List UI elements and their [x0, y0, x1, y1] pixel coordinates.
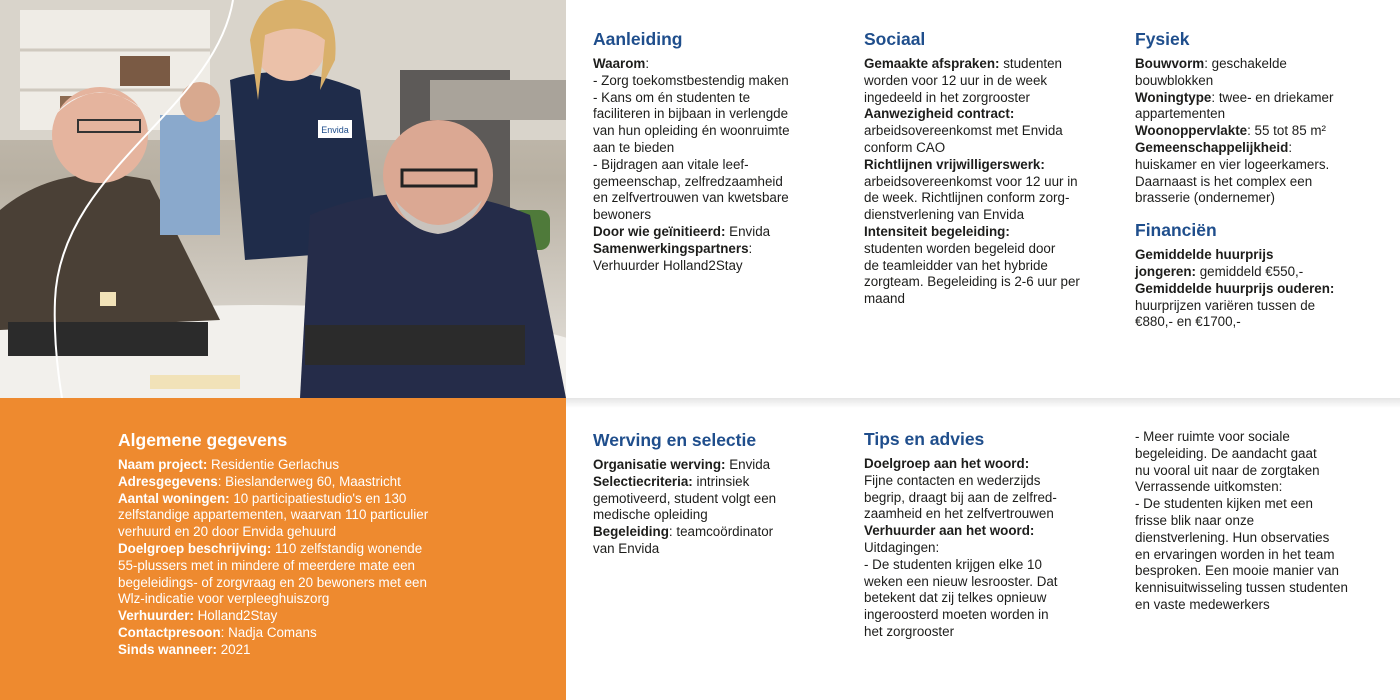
section-aanleiding [593, 28, 833, 274]
section-sociaal [864, 28, 1114, 308]
section-title: Tips en advies [864, 429, 985, 449]
info-paragraph: Doelgroep aan het woord: Fijne contacten en wederzijds begrip, draagt bij aan de zelfred- zaamheid en het zelfvertrouwen Verhuurder aan het woord: Uitdagingen: - De studenten krijgen elke 10 weken een nieuw lesrooster. Dat betekent dat zij telkes opnieuw ingeroosterd moeten worden in het zorgrooster [864, 456, 1058, 639]
section-title-financien: Financiën [1135, 220, 1217, 241]
info-paragraph: Naam project: Residentie Gerlachus Adresgegevens: Bieslanderweg 60, Maastricht Aantal woningen: 10 participatiestudio's en 130 zelfstandige appartementen, waarvan 110 particulier verhuurd en 20 door Envida gehuurd Doelgroep beschrijving: 110 zelfstandig wonende 55-plussers met in mindere of meerdere mate een begeleidings- of zorgvraag en 20 bewoners met een Wlz-indicatie voor verpleeghuiszorg Verhuurder: Holland2Stay Contactpresoon: Nadja Comans Sinds wanneer: 2021 [118, 457, 429, 657]
info-paragraph: Gemiddelde huurprijs jongeren: gemiddeld €550,- Gemiddelde huurprijs ouderen: huurprijzen variëren tussen de €880,- en €1700,- [1135, 247, 1335, 330]
info-paragraph: Waarom: - Zorg toekomstbestendig maken - Kans om én studenten te faciliteren in bijbaan in verlengde van hun opleiding én woonruimte aan te bieden - Bijdragen aan vitale leef- gemeenschap, zelfredzaamheid en zelfvertrouwen van kwetsbare bewoners Door wie geïnitieerd: Envida Samenwerkingspartners: Verhuurder Holland2Stay [593, 56, 790, 273]
info-paragraph: Gemaakte afspraken: studenten worden voor 12 uur in de week ingedeeld in het zorgrooster Aanwezigheid contract: arbeidsovereenkomst met Envida conform CAO Richtlijnen vrijwilligerswerk: arbeidsovereenkomst voor 12 uur in de week. Richtlijnen conform zorg- dienstverlening van Envida Intensiteit begeleiding: studenten worden begeleid door de teamleidder van het hybride zorgteam. Begeleiding is 2-6 uur per maand [864, 56, 1080, 307]
section-algemene-gegevens [118, 429, 538, 659]
info-paragraph: Organisatie werving: Envida Selectiecriteria: intrinsiek gemotiveerd, student volgt een medische opleiding Begeleiding: teamcoördinator van Envida [593, 457, 777, 556]
section-tips-continued [1135, 429, 1385, 614]
section-title: Algemene gegevens [118, 430, 288, 450]
section-werving-en-selectie [593, 429, 833, 558]
section-title: Sociaal [864, 29, 926, 49]
info-paragraph: Bouwvorm: geschakelde bouwblokken Woningtype: twee- en driekamer appartementen Woonoppervlakte: 55 tot 85 m² Gemeenschappelijkheid: huiskamer en vier logeerkamers. Daarnaast is het complex een brasserie (ondernemer) [1135, 56, 1334, 206]
section-title: Fysiek [1135, 29, 1190, 49]
section-title: Werving en selectie [593, 430, 757, 450]
section-divider [566, 398, 1400, 408]
section-title: Aanleiding [593, 29, 683, 49]
info-paragraph: - Meer ruimte voor sociale begeleiding. De aandacht gaat nu vooral uit naar de zorgtaken Verrassende uitkomsten: - De studenten kijken met een frisse blik naar onze dienstverlening. Hun observaties en ervaringen worden in het team besproken. Een mooie manier van kennisuitwisseling tussen studenten en vaste medewerkers [1135, 429, 1348, 612]
section-tips-en-advies [864, 428, 1114, 641]
shirt-logo-text: Envida [321, 125, 349, 135]
section-fysiek [1135, 28, 1375, 331]
